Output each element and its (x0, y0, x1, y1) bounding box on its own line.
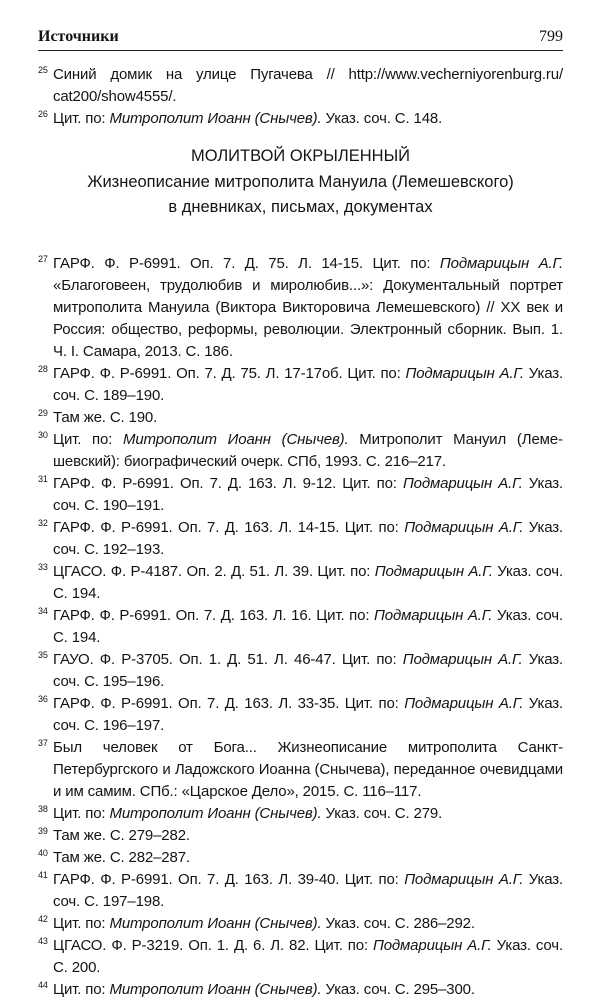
footnote-author-italic: Подмарицын А.Г. (404, 871, 524, 888)
page-number: 799 (539, 28, 563, 45)
footnote-25: $^{25}$ Синий домик на улице Пугачева // http://www.vecherniyorenburg.ru/ cat200/show4555/. (38, 65, 563, 105)
footnotes-main (38, 253, 563, 1001)
footnote-43: $^{43}$ ЦГАСО. Ф. Р-3219. Оп. 1. Д. 6. Л. 82. Цит. по: Подмарицын А.Г. Указ. соч. С. 200. (38, 936, 563, 976)
footnote-text: Там же. С. 190. (53, 409, 158, 426)
footnote-text: Указ. соч. С. 195–196. (53, 651, 564, 690)
footnote-author-italic: Подмарицын А.Г. (439, 255, 563, 272)
footnote-text: Указ. соч. С. 295–300. (321, 981, 475, 998)
footnote-author-italic: Митрополит Иоанн (Снычев). (109, 915, 322, 932)
footnote-text: Указ. соч. С. 192–193. (53, 519, 563, 558)
footnote-text: Указ. соч. С. 197–198. (53, 871, 563, 910)
footnote-text: «Благоговеен, трудолюбив и миролюбив...»: Документальный портрет митрополита Мануила (Виктора Викторовича Лемешевского) // XX век и Россия: общество, реформы, революции. Электронный сборник. Вып. 1. Ч. I. Самара, 2013. С. 186. (53, 277, 563, 360)
footnote-author-italic: Подмарицын А.Г. (405, 365, 524, 382)
footnote-text: Указ. соч. С. 194. (53, 607, 563, 646)
footnote-31: $^{31}$ ГАРФ. Ф. Р-6991. Оп. 7. Д. 163. Л. 9-12. Цит. по: Подмарицын А.Г. Указ. соч. С. 190–191. (38, 474, 564, 514)
footnotes-top (38, 64, 563, 130)
footnote-text: Цит. по: (53, 431, 123, 448)
footnote-text: Указ. соч. С. 196–197. (53, 695, 563, 734)
footnote-29: $^{29}$ Там же. С. 190. (38, 408, 158, 426)
section-title: МОЛИТВОЙ ОКРЫЛЕННЫЙ (190, 147, 411, 165)
footnote-text: ГАРФ. Ф. Р-6991. Оп. 7. Д. 163. Л. 33-35. Цит. по: (53, 695, 405, 712)
footnote-text: Там же. С. 279–282. (53, 827, 190, 844)
footnote-author-italic: Подмарицын А.Г. (402, 475, 523, 492)
footnote-text: ГАРФ. Ф. Р-6991. Оп. 7. Д. 75. Л. 17-17об. Цит. по: (53, 365, 406, 382)
footnote-text: ГАРФ. Ф. Р-6991. Оп. 7. Д. 163. Л. 14-15. Цит. по: (53, 519, 405, 536)
footnote-35: $^{35}$ ГАУО. Ф. Р-3705. Оп. 1. Д. 51. Л. 46-47. Цит. по: Подмарицын А.Г. Указ. соч. С. 195–196. (38, 650, 564, 690)
footnote-text: Указ. соч. С. 189–190. (53, 365, 563, 404)
footnote-text: ГАРФ. Ф. Р-6991. Оп. 7. Д. 163. Л. 16. Цит. по: (53, 607, 375, 624)
footnote-text: Указ. соч. С. 194. (53, 563, 563, 602)
footnote-text: Указ. соч. С. 279. (321, 805, 443, 822)
section-subtitle-line-2: в дневниках, письмах, документах (168, 198, 433, 216)
footnote-author-italic: Подмарицын А.Г. (402, 651, 523, 668)
footnote-text: Там же. С. 282–287. (53, 849, 190, 866)
footnote-author-italic: Подмарицын А.Г. (404, 695, 524, 712)
footnote-32: $^{32}$ ГАРФ. Ф. Р-6991. Оп. 7. Д. 163. Л. 14-15. Цит. по: Подмарицын А.Г. Указ. соч. С. 192–193. (38, 518, 563, 558)
footnote-34: $^{34}$ ГАРФ. Ф. Р-6991. Оп. 7. Д. 163. Л. 16. Цит. по: Подмарицын А.Г. Указ. соч. С. 194. (38, 606, 563, 646)
footnote-text: Цит. по: (53, 805, 110, 822)
footnote-text: ГАРФ. Ф. Р-6991. Оп. 7. Д. 75. Л. 14-15. Цит. по: (53, 255, 440, 272)
footnote-28: $^{28}$ ГАРФ. Ф. Р-6991. Оп. 7. Д. 75. Л. 17-17об. Цит. по: Подмарицын А.Г. Указ. соч. С. 189–190. (38, 364, 563, 404)
footnote-39: $^{39}$ Там же. С. 279–282. (38, 826, 190, 844)
footnote-text: Цит. по: (53, 915, 110, 932)
footnote-42: $^{42}$ Цит. по: Митрополит Иоанн (Снычев). Указ. соч. С. 286–292. (38, 914, 475, 932)
footnote-text: ГАУО. Ф. Р-3705. Оп. 1. Д. 51. Л. 46-47. Цит. по: (53, 651, 403, 668)
footnote-text: Цит. по: (53, 110, 110, 127)
footnote-44: $^{44}$ Цит. по: Митрополит Иоанн (Снычев). Указ. соч. С. 295–300. (38, 980, 475, 998)
footnote-36: $^{36}$ ГАРФ. Ф. Р-6991. Оп. 7. Д. 163. Л. 33-35. Цит. по: Подмарицын А.Г. Указ. соч. С. 196–197. (38, 694, 563, 734)
footnote-text: Указ. соч. С. 200. (53, 937, 563, 976)
footnote-text: Указ. соч. С. 148. (321, 110, 443, 127)
footnote-author-italic: Подмарицын А.Г. (374, 563, 493, 580)
footnote-author-italic: Подмарицын А.Г. (404, 519, 524, 536)
footnote-26: $^{26}$ Цит. по: Митрополит Иоанн (Снычев). Указ. соч. С. 148. (38, 109, 443, 127)
footnote-40: $^{40}$ Там же. С. 282–287. (38, 848, 190, 866)
footnote-33: $^{33}$ ЦГАСО. Ф. Р-4187. Оп. 2. Д. 51. Л. 39. Цит. по: Подмарицын А.Г. Указ. соч. С. 194. (38, 562, 563, 602)
footnote-author-italic: Подмарицын А.Г. (373, 937, 492, 954)
footnote-text: Цит. по: (53, 981, 110, 998)
footnote-41: $^{41}$ ГАРФ. Ф. Р-6991. Оп. 7. Д. 163. Л. 39-40. Цит. по: Подмарицын А.Г. Указ. соч. С. 197–198. (38, 870, 563, 910)
running-header-title: Источники (38, 28, 119, 45)
footnote-text: ЦГАСО. Ф. Р-4187. Оп. 2. Д. 51. Л. 39. Цит. по: (53, 563, 375, 580)
section-heading (38, 144, 563, 221)
footnote-text: Был человек от Бога... Жизнеописание митрополита Санкт-Петербургского и Ладожского Иоанна (Снычева), переданное очевидцами и им самим. СПб.: «Царское Дело», 2015. С. 116–117. (53, 739, 563, 800)
section-subtitle-line-1: Жизнеописание митрополита Мануила (Лемешевского) (87, 172, 514, 191)
footnote-37: $^{37}$ Был человек от Бога... Жизнеописание митрополита Санкт-Петербургского и Ладожского Иоанна (Снычева), переданное очевидцами и им самим. СПб.: «Царское Дело», 2015. С. 116–117. (38, 738, 563, 800)
footnote-author-italic: Митрополит Иоанн (Снычев). (109, 110, 322, 127)
footnote-text: Синий домик на улице Пугачева // http://www.vecherniyorenburg.ru/ cat200/show4555/. (53, 66, 563, 105)
footnote-text: ЦГАСО. Ф. Р-3219. Оп. 1. Д. 6. Л. 82. Цит. по: (53, 937, 373, 954)
footnote-author-italic: Подмарицын А.Г. (374, 607, 493, 624)
footnote-38: $^{38}$ Цит. по: Митрополит Иоанн (Снычев). Указ. соч. С. 279. (38, 804, 443, 822)
footnote-author-italic: Митрополит Иоанн (Снычев). (109, 805, 322, 822)
footnote-27: $^{27}$ ГАРФ. Ф. Р-6991. Оп. 7. Д. 75. Л. 14-15. Цит. по: Подмарицын А.Г. «Благоговеен, трудолюбив и миролюбив...»: Документальный портрет митрополита Мануила (Виктора Викторовича Лемешевского) // XX век и Россия: общество, реформы, революции. Электронный сборник. Вып. 1. Ч. I. Самара, 2013. С. 186. (38, 254, 563, 360)
footnote-author-italic: Митрополит Иоанн (Снычев). (122, 431, 349, 448)
footnote-text: Указ. соч. С. 286–292. (321, 915, 475, 932)
footnote-text: ГАРФ. Ф. Р-6991. Оп. 7. Д. 163. Л. 9-12. Цит. по: (53, 475, 403, 492)
footnote-30: $^{30}$ Цит. по: Митрополит Иоанн (Снычев). Митрополит Мануил (Лемешевский): биографический очерк. СПб, 1993. С. 216–217. (38, 430, 563, 470)
footnote-author-italic: Митрополит Иоанн (Снычев). (109, 981, 322, 998)
footnote-text: Указ. соч. С. 190–191. (53, 475, 564, 514)
running-header (38, 20, 563, 51)
footnote-text: ГАРФ. Ф. Р-6991. Оп. 7. Д. 163. Л. 39-40. Цит. по: (53, 871, 405, 888)
footnote-text: Митрополит Мануил (Лемешевский): биографический очерк. СПб, 1993. С. 216–217. (53, 431, 563, 470)
